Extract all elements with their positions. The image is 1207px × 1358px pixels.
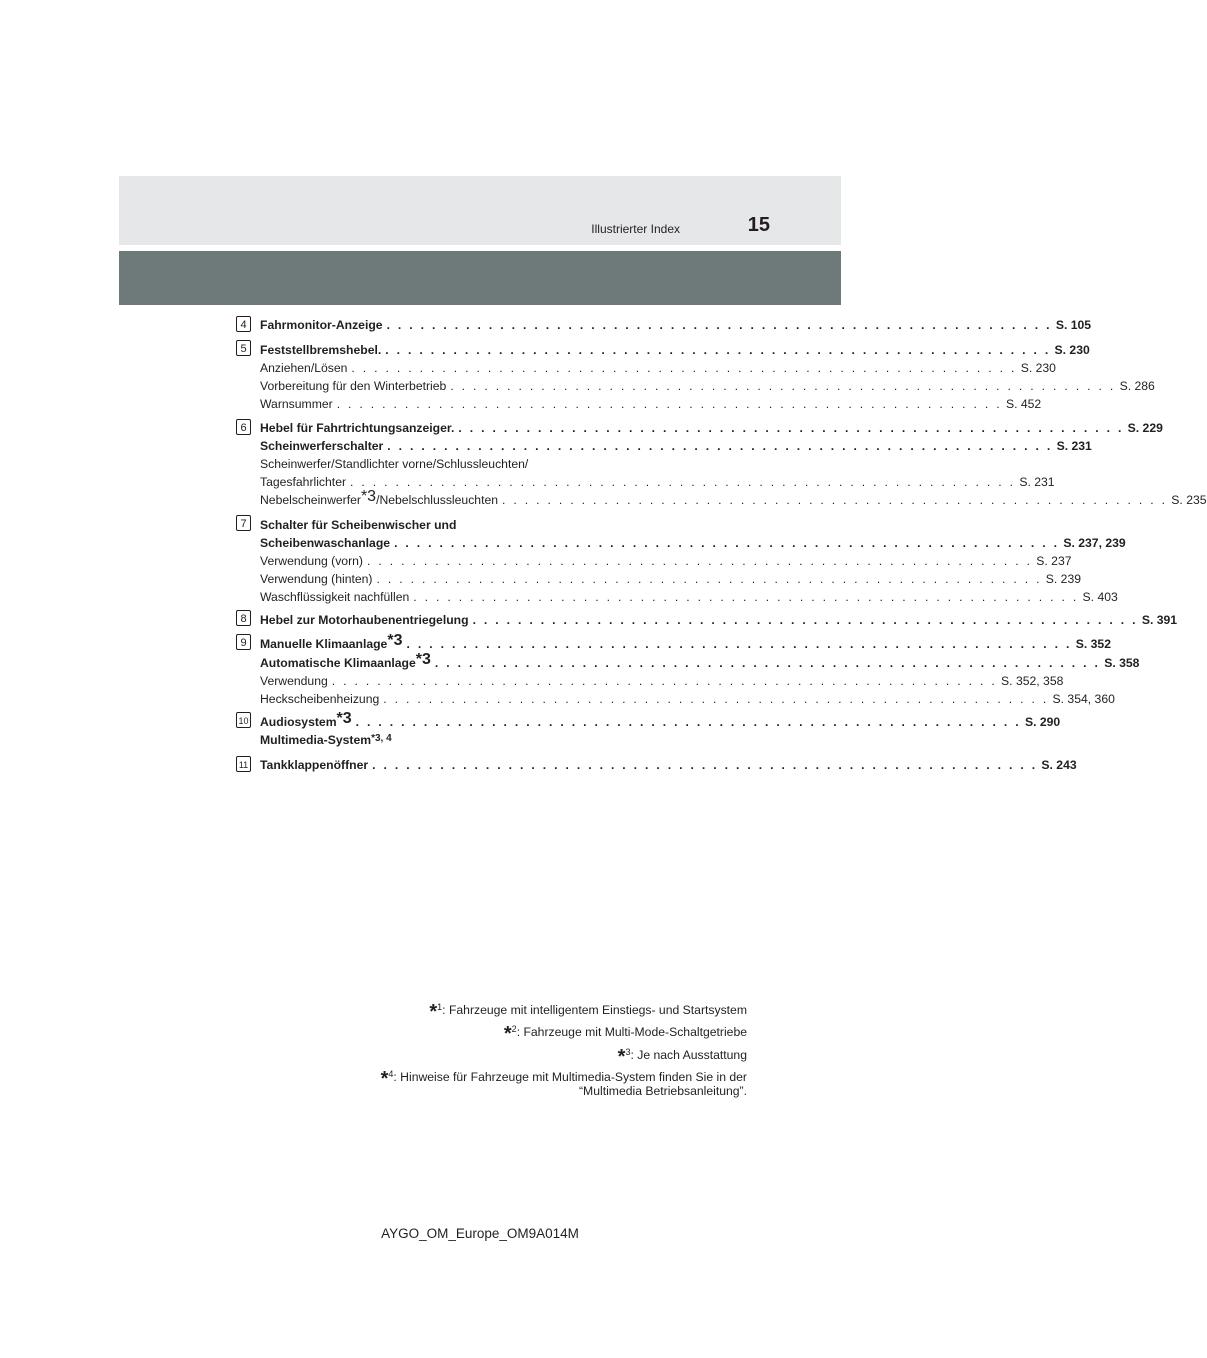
index-entry: Hebel für Fahrtrichtungsanzeiger. . . . . . . . . . . . . . . . . . . . . . . . . . . . . . . . . . . . . . . . . . . . . . . . . . . . . . . . . . . . S. 229	[260, 421, 1163, 435]
index-entry: Hebel zur Motorhaubenentriegelung . . . . . . . . . . . . . . . . . . . . . . . . . . . . . . . . . . . . . . . . . . . . . . . . . . . . . . . . . . . S. 391	[260, 613, 1178, 627]
footnote: *$^1$: Fahrzeuge mit intelligentem Einstiegs- und Startsystem	[429, 1001, 747, 1023]
item-number-4: 4	[236, 316, 251, 332]
page-ref[interactable]: S. 452	[1005, 397, 1042, 411]
index-entry: Tagesfahrlichter . . . . . . . . . . . . . . . . . . . . . . . . . . . . . . . . . . . . . . . . . . . . . . . . . . . . . . . . . . . S. 231	[260, 475, 1055, 489]
footnote-ref: *3	[336, 710, 352, 727]
footnote-ref: *3, 4	[371, 733, 392, 744]
page-ref[interactable]: S. 230	[1054, 343, 1090, 357]
index-entry: Schalter für Scheibenwischer und	[260, 518, 457, 532]
section-title: Illustrierter Index	[591, 222, 680, 236]
page-ref[interactable]: S. 403	[1082, 590, 1118, 604]
index-entry: Scheibenwaschanlage . . . . . . . . . . . . . . . . . . . . . . . . . . . . . . . . . . . . . . . . . . . . . . . . . . . . . . . . . . . S. 237, 239	[260, 536, 1126, 550]
footnote-ref: *3	[387, 632, 403, 649]
index-entry: Heckscheibenheizung . . . . . . . . . . . . . . . . . . . . . . . . . . . . . . . . . . . . . . . . . . . . . . . . . . . . . . . . . . . S. 354, 360	[260, 692, 1115, 706]
index-entry: Anziehen/Lösen . . . . . . . . . . . . . . . . . . . . . . . . . . . . . . . . . . . . . . . . . . . . . . . . . . . . . . . . . . . S. 230	[260, 361, 1056, 375]
document-code: AYGO_OM_Europe_OM9A014M	[381, 1226, 579, 1241]
index-entry: Warnsummer . . . . . . . . . . . . . . . . . . . . . . . . . . . . . . . . . . . . . . . . . . . . . . . . . . . . . . . . . . . S. 452	[260, 397, 1042, 411]
item-number-8: 8	[236, 610, 251, 626]
index-entry: Scheinwerferschalter . . . . . . . . . . . . . . . . . . . . . . . . . . . . . . . . . . . . . . . . . . . . . . . . . . . . . . . . . . . S. 231	[260, 439, 1092, 453]
footnote-ref: *3	[415, 651, 431, 668]
page-ref[interactable]: S. 237, 239	[1063, 536, 1126, 550]
item-number-5: 5	[236, 340, 251, 356]
item-number-7: 7	[236, 515, 251, 531]
index-entry: Verwendung . . . . . . . . . . . . . . . . . . . . . . . . . . . . . . . . . . . . . . . . . . . . . . . . . . . . . . . . . . . S. 352, 358	[260, 674, 1064, 688]
page-number: 15	[747, 214, 770, 236]
page-ref[interactable]: S. 229	[1127, 421, 1163, 435]
page-ref[interactable]: S. 235	[1171, 493, 1207, 507]
page-ref[interactable]: S. 231	[1056, 439, 1092, 453]
item-number-10: 10	[236, 712, 251, 728]
footnote: *$^2$: Fahrzeuge mit Multi-Mode-Schaltgetriebe	[503, 1023, 747, 1045]
index-entry: Multimedia-System$^{*3, 4}$	[260, 733, 392, 747]
index-entry: Vorbereitung für den Winterbetrieb . . . . . . . . . . . . . . . . . . . . . . . . . . . . . . . . . . . . . . . . . . . . . . . . . . . . . . . . . . . S. 286	[260, 379, 1155, 393]
item-number-11: 11	[236, 756, 251, 772]
index-entry: Automatische Klimaanlage$^{*3}$ . . . . . . . . . . . . . . . . . . . . . . . . . . . . . . . . . . . . . . . . . . . . . . . . . . . . . . . . . . . S. 358	[260, 651, 1140, 670]
index-entry: Verwendung (hinten) . . . . . . . . . . . . . . . . . . . . . . . . . . . . . . . . . . . . . . . . . . . . . . . . . . . . . . . . . . . S. 239	[260, 572, 1082, 586]
index-entry: Verwendung (vorn) . . . . . . . . . . . . . . . . . . . . . . . . . . . . . . . . . . . . . . . . . . . . . . . . . . . . . . . . . . . S. 237	[260, 554, 1072, 568]
page-ref[interactable]: S. 286	[1119, 379, 1155, 393]
index-entry: Feststellbremshebel. . . . . . . . . . . . . . . . . . . . . . . . . . . . . . . . . . . . . . . . . . . . . . . . . . . . . . . . . . . . S. 230	[260, 343, 1090, 357]
page-ref[interactable]: S. 239	[1045, 572, 1082, 586]
footnote: *$^4$: Hinweise für Fahrzeuge mit Multimedia-System finden Sie in der	[380, 1068, 747, 1090]
index-entry: Scheinwerfer/Standlichter vorne/Schlussleuchten/	[260, 457, 529, 471]
header-bar	[119, 251, 841, 305]
page-ref[interactable]: S. 290	[1024, 715, 1061, 729]
page-ref[interactable]: S. 354, 360	[1052, 692, 1115, 706]
index-entry: Tankklappenöffner . . . . . . . . . . . . . . . . . . . . . . . . . . . . . . . . . . . . . . . . . . . . . . . . . . . . . . . . . . . S. 243	[260, 758, 1077, 772]
index-entry: Fahrmonitor-Anzeige . . . . . . . . . . . . . . . . . . . . . . . . . . . . . . . . . . . . . . . . . . . . . . . . . . . . . . . . . . . S. 105	[260, 318, 1092, 332]
index-entry: Waschflüssigkeit nachfüllen . . . . . . . . . . . . . . . . . . . . . . . . . . . . . . . . . . . . . . . . . . . . . . . . . . . . . . . . . . . S. 403	[260, 590, 1118, 604]
page-ref[interactable]: S. 358	[1104, 656, 1140, 670]
page-ref[interactable]: S. 391	[1141, 613, 1178, 627]
item-number-6: 6	[236, 419, 251, 435]
page-ref[interactable]: S. 352	[1075, 637, 1111, 651]
page-ref[interactable]: S. 237	[1036, 554, 1072, 568]
page-ref[interactable]: S. 231	[1019, 475, 1055, 489]
page-ref[interactable]: S. 105	[1055, 318, 1092, 332]
index-entry: Audiosystem$^{*3}$ . . . . . . . . . . . . . . . . . . . . . . . . . . . . . . . . . . . . . . . . . . . . . . . . . . . . . . . . . . . S. 290	[260, 710, 1061, 729]
index-entry: Nebelscheinwerfer$^{*3}$/Nebelschlussleuchten . . . . . . . . . . . . . . . . . . . . . . . . . . . . . . . . . . . . . . . . . . . . . . . . . . . . . . . . . . . S. 235	[260, 488, 1207, 507]
footnote-ref: *3	[360, 488, 377, 505]
page-ref[interactable]: S. 352, 358	[1001, 674, 1064, 688]
page-ref[interactable]: S. 243	[1041, 758, 1077, 772]
footnote: *$^3$: Je nach Ausstattung	[617, 1046, 747, 1068]
page-ref[interactable]: S. 230	[1020, 361, 1056, 375]
index-entry: Manuelle Klimaanlage$^{*3}$ . . . . . . . . . . . . . . . . . . . . . . . . . . . . . . . . . . . . . . . . . . . . . . . . . . . . . . . . . . . S. 352	[260, 632, 1111, 651]
footnote-continuation: “Multimedia Betriebsanleitung”.	[579, 1084, 747, 1098]
item-number-9: 9	[236, 634, 251, 650]
